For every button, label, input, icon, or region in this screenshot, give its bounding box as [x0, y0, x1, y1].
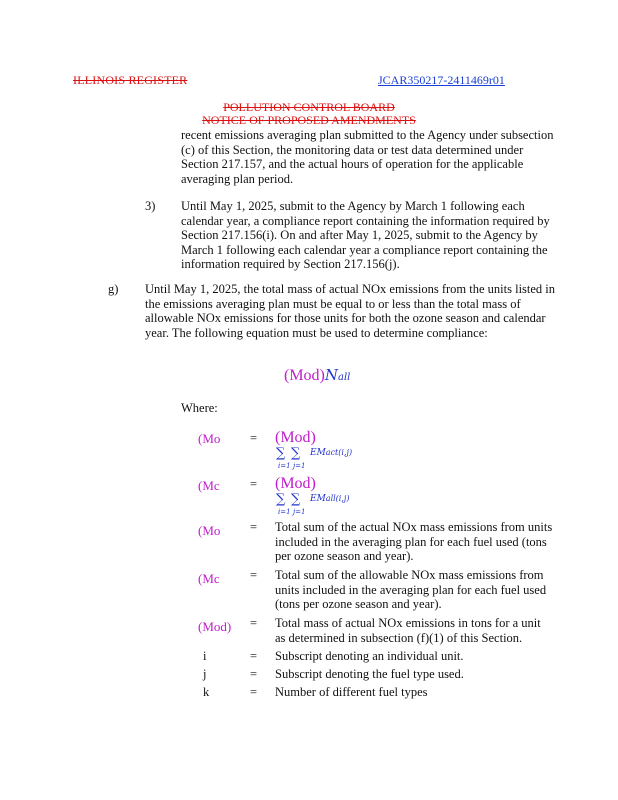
- text-line: units included in the averaging plan for each fuel used: [275, 582, 547, 597]
- def-text: [275, 685, 595, 700]
- def-equals: =: [250, 685, 258, 699]
- text-line: Subscript denoting the fuel type used.: [275, 667, 464, 681]
- item-g-text: [145, 282, 595, 340]
- def-symbol: (Mo: [198, 523, 221, 538]
- text-line: Until May 1, 2025, the total mass of actual NOx emissions from the units listed in: [145, 282, 556, 296]
- text-line: Total sum of the actual NOx mass emissions from units: [275, 520, 553, 534]
- def-text: [275, 520, 595, 564]
- equation-mod: (Mod): [284, 367, 325, 384]
- where-label: Where:: [181, 401, 218, 415]
- notice-title: NOTICE OF PROPOSED AMENDMENTS: [202, 113, 416, 127]
- text-line: per ozone season and year).: [275, 549, 414, 563]
- def-symbol: (Mc: [198, 478, 220, 493]
- def-text: [275, 667, 595, 682]
- equation-n: N: [324, 366, 339, 384]
- def-equals: =: [250, 431, 258, 445]
- summation-actual: [276, 446, 376, 472]
- text-line: March 1 following each calendar year a compliance report containing the: [181, 242, 548, 257]
- def-symbol: i: [203, 649, 207, 663]
- text-line: allowable NOx emissions for those units for both the ozone season and calendar: [145, 311, 546, 325]
- def-equals: =: [250, 667, 258, 681]
- sum-lower-limit: j=1: [293, 508, 306, 516]
- def-equals: =: [250, 649, 258, 663]
- text-line: (tons per ozone season and year).: [275, 597, 442, 611]
- text-line: Section 217.157, and the actual hours of operation for the applicable: [181, 157, 524, 171]
- def-symbol: (Mo: [198, 431, 221, 446]
- item-3-label: 3): [145, 199, 156, 213]
- board-title: POLLUTION CONTROL BOARD: [223, 100, 395, 114]
- sigma-icon: ∑: [291, 446, 301, 461]
- register-title: ILLINOIS REGISTER: [73, 73, 188, 87]
- text-line: Section 217.156(i). On and after May 1, 2025, submit to the Agency by: [181, 228, 538, 242]
- em-term: EMall(i,j): [310, 494, 350, 504]
- def-equals: =: [250, 616, 258, 630]
- equation-n-sub: all: [338, 372, 351, 383]
- def-text: [275, 649, 595, 664]
- def-symbol: (Mod): [198, 619, 232, 634]
- text-line: averaging plan period.: [181, 171, 294, 186]
- text-line: Total mass of actual NOx emissions in tons for a unit: [275, 616, 541, 630]
- text-line: information required by Section 217.156(j).: [181, 257, 400, 271]
- text-line: Total sum of the allowable NOx mass emissions from: [275, 568, 544, 582]
- text-line: Number of different fuel types: [275, 685, 428, 699]
- def-text: [275, 568, 595, 612]
- def-equals: =: [250, 568, 258, 582]
- item-3-text: [181, 199, 601, 272]
- text-line: Until May 1, 2025, submit to the Agency by March 1 following each: [181, 199, 525, 213]
- sum-lower-limit: i=1: [278, 508, 291, 516]
- def-mod: (Mod): [275, 475, 316, 492]
- def-symbol: k: [203, 685, 210, 699]
- def-symbol: (Mc: [198, 571, 220, 586]
- compliance-equation: [284, 366, 350, 385]
- item-g-label: g): [108, 282, 119, 296]
- sigma-icon: ∑: [276, 446, 286, 461]
- em-term: EMact(i,j): [310, 448, 353, 458]
- sum-lower-limit: j=1: [293, 462, 306, 470]
- text-line: (c) of this Section, the monitoring data or test data determined under: [181, 142, 524, 157]
- def-equals: =: [250, 520, 258, 534]
- continuation-paragraph: [181, 128, 581, 186]
- sigma-icon: ∑: [276, 492, 286, 507]
- document-id-link[interactable]: JCAR350217-2411469r01: [378, 73, 505, 87]
- text-line: the emissions averaging plan must be equal to or less than the total mass of: [145, 296, 521, 311]
- sigma-icon: ∑: [291, 492, 301, 507]
- text-line: year. The following equation must be used to determine compliance:: [145, 325, 488, 340]
- summation-allowable: [276, 492, 376, 518]
- text-line: calendar year, a compliance report containing the information required by: [181, 213, 550, 228]
- sum-lower-limit: i=1: [278, 462, 291, 470]
- def-equals: =: [250, 477, 258, 491]
- text-line: Subscript denoting an individual unit.: [275, 649, 464, 663]
- text-line: recent emissions averaging plan submitted to the Agency under subsection: [181, 128, 554, 142]
- text-line: as determined in subsection (f)(1) of this Section.: [275, 630, 523, 645]
- def-mod: (Mod): [275, 429, 316, 446]
- def-symbol: j: [203, 667, 207, 681]
- def-text: [275, 616, 595, 645]
- text-line: included in the averaging plan for each fuel used (tons: [275, 534, 547, 549]
